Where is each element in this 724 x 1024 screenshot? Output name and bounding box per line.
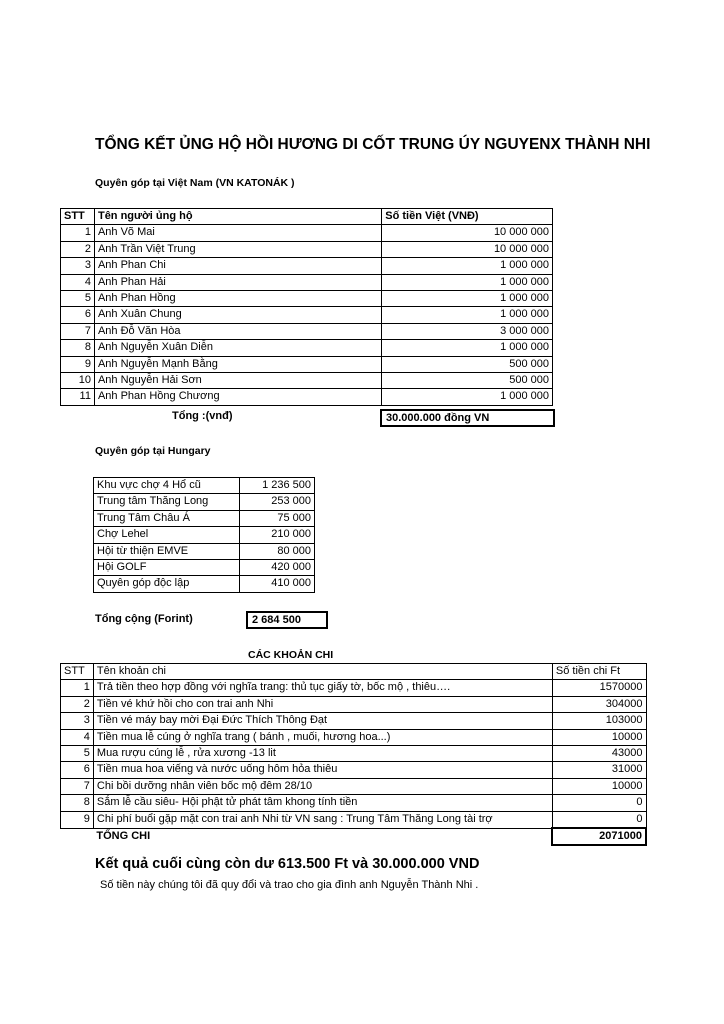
table-row (61, 696, 647, 712)
final-note: Số tiền này chúng tôi đã quy đổi và trao cho gia đình anh Nguyễn Thành Nhi . (100, 879, 479, 891)
donor-name: Anh Võ Mai (94, 225, 381, 241)
expense-description: Mua rượu cúng lễ , rửa xương -13 lit (93, 746, 552, 762)
page-title: TỔNG KẾT ỦNG HỘ HỒI HƯƠNG DI CỐT TRUNG ÚY NGUYENX THÀNH NHI (95, 136, 651, 153)
table-row (61, 778, 647, 794)
expense-amount: 1570000 (552, 680, 646, 696)
hu-donations-table (93, 477, 315, 593)
donation-amount: 1 000 000 (382, 291, 553, 307)
row-index: 4 (61, 274, 95, 290)
row-index: 6 (61, 307, 95, 323)
donor-name: Anh Phan Chi (94, 258, 381, 274)
expense-description: Chi phí buổi gặp mặt con trai anh Nhi từ VN sang : Trung Tâm Thăng Long tài trợ (93, 811, 552, 828)
row-index: 6 (61, 762, 94, 778)
table-row (61, 258, 553, 274)
table-row (94, 494, 315, 510)
table-row (61, 762, 647, 778)
donation-amount: 410 000 (240, 576, 315, 592)
donation-amount: 1 000 000 (382, 307, 553, 323)
expense-description: Tiền vé khứ hồi cho con trai anh Nhi (93, 696, 552, 712)
donor-source: Khu vực chợ 4 Hổ cũ (94, 478, 240, 494)
donation-amount: 80 000 (240, 543, 315, 559)
donation-amount: 10 000 000 (382, 225, 553, 241)
col-header-stt: STT (61, 664, 94, 680)
hu-total-value: 2 684 500 (246, 611, 328, 629)
hu-total-label: Tổng cộng (Forint) (95, 613, 193, 625)
donor-source: Hội GOLF (94, 560, 240, 576)
table-row (61, 323, 553, 339)
table-row (61, 274, 553, 290)
expense-amount: 304000 (552, 696, 646, 712)
hu-section-heading: Quyên góp tại Hungary (95, 445, 211, 457)
donor-source: Trung tâm Thăng Long (94, 494, 240, 510)
expenses-total-value: 2071000 (552, 828, 646, 845)
row-index: 3 (61, 258, 95, 274)
donation-amount: 3 000 000 (382, 323, 553, 339)
expense-description: Sắm lễ cầu siêu- Hội phật tử phát tâm khong tính tiền (93, 795, 552, 811)
donation-amount: 500 000 (382, 373, 553, 389)
empty-cell (61, 828, 94, 845)
donation-amount: 1 000 000 (382, 389, 553, 405)
row-index: 8 (61, 340, 95, 356)
row-index: 8 (61, 795, 94, 811)
table-row (61, 795, 647, 811)
row-index: 9 (61, 811, 94, 828)
table-row (61, 241, 553, 257)
table-row (94, 527, 315, 543)
row-index: 10 (61, 373, 95, 389)
donor-source: Chợ Lehel (94, 527, 240, 543)
vn-total-label: Tổng :(vnđ) (172, 410, 233, 422)
donor-name: Anh Trần Việt Trung (94, 241, 381, 257)
row-index: 4 (61, 729, 94, 745)
donor-name: Anh Đỗ Văn Hòa (94, 323, 381, 339)
row-index: 3 (61, 713, 94, 729)
exp-section-heading: CÁC KHOẢN CHI (248, 649, 334, 661)
row-index: 7 (61, 323, 95, 339)
expense-amount: 0 (552, 811, 646, 828)
table-row (61, 373, 553, 389)
row-index: 5 (61, 291, 95, 307)
donor-name: Anh Nguyễn Mạnh Bằng (94, 356, 381, 372)
expenses-total-label: TỔNG CHI (96, 830, 151, 843)
donor-source: Trung Tâm Châu Á (94, 510, 240, 526)
expense-amount: 10000 (552, 729, 646, 745)
table-row (61, 713, 647, 729)
row-index: 1 (61, 225, 95, 241)
table-row (61, 389, 553, 405)
table-row (61, 225, 553, 241)
donor-name: Anh Phan Hải (94, 274, 381, 290)
row-index: 7 (61, 778, 94, 794)
donor-name: Anh Xuân Chung (94, 307, 381, 323)
donor-name: Anh Nguyễn Xuân Diễn (94, 340, 381, 356)
donor-name: Anh Nguyễn Hải Sơn (94, 373, 381, 389)
expense-description: Tiền vé máy bay mời Đại Đức Thích Thông Đạt (93, 713, 552, 729)
donor-source: Quyên góp độc lập (94, 576, 240, 592)
donation-amount: 1 236 500 (240, 478, 315, 494)
donation-amount: 500 000 (382, 356, 553, 372)
expense-amount: 43000 (552, 746, 646, 762)
expense-amount: 31000 (552, 762, 646, 778)
expenses-total-row (61, 828, 647, 845)
expense-description: Tiền mua hoa viếng và nước uống hôm hỏa thiêu (93, 762, 552, 778)
donation-amount: 1 000 000 (382, 258, 553, 274)
donation-amount: 1 000 000 (382, 340, 553, 356)
expense-amount: 0 (552, 795, 646, 811)
row-index: 1 (61, 680, 94, 696)
donation-amount: 420 000 (240, 560, 315, 576)
row-index: 11 (61, 389, 95, 405)
table-row (61, 729, 647, 745)
table-row (94, 478, 315, 494)
expense-description: Tiền mua lễ cúng ở nghĩa trang ( bánh , muối, hương hoa...) (93, 729, 552, 745)
table-row (61, 680, 647, 696)
table-header-row (61, 209, 553, 225)
col-header-stt: STT (61, 209, 95, 225)
vn-section-heading: Quyên góp tại Việt Nam (VN KATONÁK ) (95, 177, 295, 189)
table-row (61, 811, 647, 828)
expenses-table (60, 663, 647, 846)
donor-source: Hội từ thiện EMVE (94, 543, 240, 559)
table-row (61, 307, 553, 323)
table-row (94, 510, 315, 526)
donation-amount: 1 000 000 (382, 274, 553, 290)
col-header-amount: Số tiền Việt (VNĐ) (382, 209, 553, 225)
row-index: 2 (61, 696, 94, 712)
table-row (94, 560, 315, 576)
table-row (94, 543, 315, 559)
col-header-donor: Tên người ủng hộ (94, 209, 381, 225)
col-header-expense: Tên khoản chi (93, 664, 552, 680)
donor-name: Anh Phan Hồng (94, 291, 381, 307)
expense-description: Trả tiền theo hợp đồng với nghĩa trang: thủ tục giấy tờ, bốc mộ , thiêu…. (93, 680, 552, 696)
table-header-row (61, 664, 647, 680)
expense-description: Chi bồi dưỡng nhân viên bốc mộ đêm 28/10 (93, 778, 552, 794)
row-index: 2 (61, 241, 95, 257)
donation-amount: 253 000 (240, 494, 315, 510)
donation-amount: 10 000 000 (382, 241, 553, 257)
vn-donations-table (60, 208, 553, 406)
expense-amount: 103000 (552, 713, 646, 729)
vn-total-value: 30.000.000 đồng VN (380, 409, 555, 427)
row-index: 5 (61, 746, 94, 762)
table-row (61, 746, 647, 762)
donation-amount: 75 000 (240, 510, 315, 526)
table-row (94, 576, 315, 592)
donation-amount: 210 000 (240, 527, 315, 543)
row-index: 9 (61, 356, 95, 372)
table-row (61, 356, 553, 372)
expense-amount: 10000 (552, 778, 646, 794)
table-row (61, 291, 553, 307)
donor-name: Anh Phan Hồng Chương (94, 389, 381, 405)
col-header-amount: Số tiền chi Ft (552, 664, 646, 680)
final-result: Kết quả cuối cùng còn dư 613.500 Ft và 30.000.000 VND (95, 856, 480, 872)
table-row (61, 340, 553, 356)
